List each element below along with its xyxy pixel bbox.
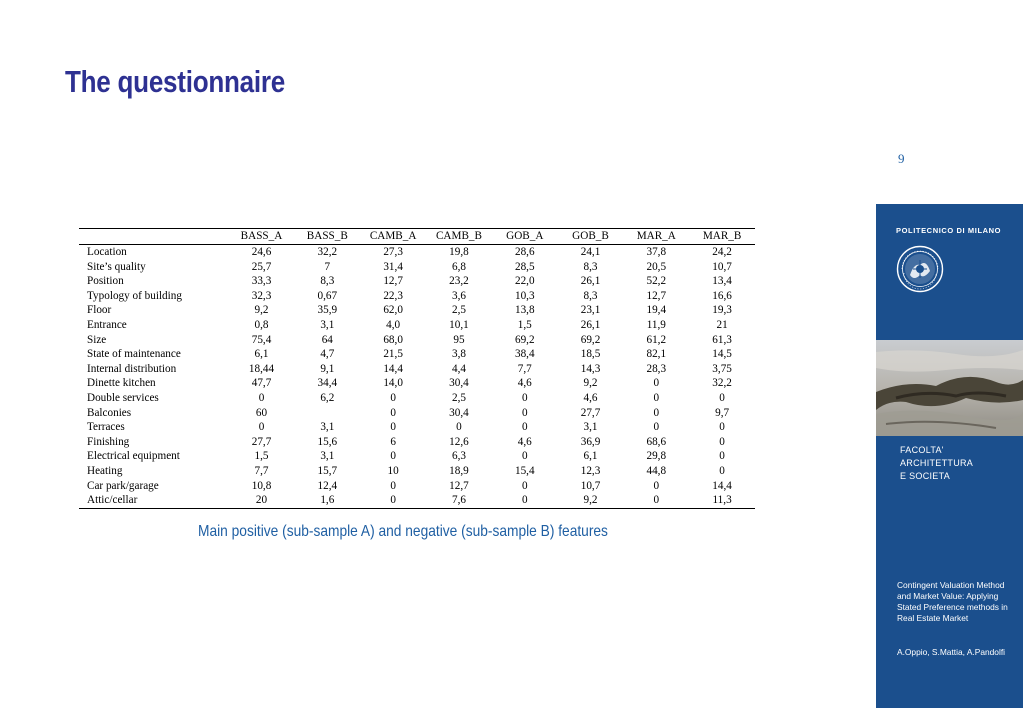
table-cell: 24,2	[712, 246, 732, 258]
table-cell: 22,3	[383, 289, 403, 302]
table-cell: 3,1	[583, 421, 598, 434]
table-cell: 13,4	[712, 275, 732, 288]
table-row	[79, 449, 755, 464]
table-header-row	[79, 229, 755, 245]
table-cell: 0	[719, 391, 725, 404]
table-row	[79, 318, 755, 333]
table-cell	[294, 406, 360, 421]
page-number: 9	[898, 151, 905, 166]
table-cell: 9,2	[583, 377, 598, 390]
table-cell: 4,6	[517, 435, 532, 448]
table-cell: 4,4	[451, 362, 466, 375]
column-header: BASS_A	[240, 230, 283, 243]
table-cell: 30,4	[449, 377, 469, 390]
row-label: Double services	[87, 391, 159, 404]
table-cell: 0	[719, 450, 725, 463]
table-cell: 0	[521, 391, 528, 404]
table-cell: 0	[258, 391, 265, 404]
table-cell: 0	[390, 494, 396, 507]
table-row	[79, 479, 755, 494]
university-name: POLITECNICO DI MILANO	[896, 226, 1002, 235]
table-cell: 95	[453, 333, 465, 346]
column-header: MAR_A	[636, 230, 676, 243]
table-cell: 28,3	[646, 362, 667, 375]
table-cell: 27,3	[383, 246, 403, 258]
table-cell: 82,1	[646, 348, 667, 361]
row-label: Location	[87, 246, 127, 258]
table-row	[79, 391, 755, 406]
university-seal-icon	[896, 245, 944, 293]
row-label: Electrical equipment	[87, 450, 180, 463]
table-cell: 26,1	[580, 318, 601, 331]
table-cell: 33,3	[251, 275, 272, 288]
table-cell: 21,5	[383, 348, 403, 361]
table-cell: 8,3	[583, 260, 598, 273]
table-cell: 31,4	[383, 260, 403, 273]
table-cell: 6	[390, 435, 396, 448]
table-cell: 23,1	[580, 304, 601, 317]
features-table	[79, 228, 755, 509]
table-cell: 13,8	[514, 304, 535, 317]
table-cell: 16,6	[712, 289, 732, 302]
table-row	[79, 347, 755, 362]
row-label: Position	[87, 275, 124, 288]
table-cell: 12,7	[646, 289, 667, 302]
header-empty-cell	[79, 229, 229, 245]
table-cell: 0	[653, 377, 660, 390]
row-label: State of maintenance	[87, 348, 181, 361]
table-cell: 4,7	[320, 348, 335, 361]
table-cell: 0	[521, 450, 528, 463]
row-label: Floor	[87, 304, 112, 317]
table-cell: 0	[390, 479, 396, 492]
table-cell: 15,7	[317, 464, 338, 477]
table-cell: 25,7	[251, 260, 272, 273]
table-cell: 35,9	[317, 304, 338, 317]
table-cell: 23,2	[449, 275, 469, 288]
table-cell: 1,5	[517, 318, 532, 331]
table-cell: 15,6	[317, 435, 338, 448]
table-cell: 19,8	[449, 246, 469, 258]
table-cell: 0	[390, 406, 396, 419]
table-caption: Main positive (sub-sample A) and negative (sub-sample B) features	[198, 523, 608, 540]
table-cell: 6,1	[254, 348, 269, 361]
table-cell: 19,3	[712, 304, 732, 317]
row-label: Balconies	[87, 406, 132, 419]
table-cell: 10	[387, 464, 399, 477]
table-cell: 8,3	[583, 289, 598, 302]
table-cell: 4,0	[386, 318, 401, 331]
table-cell: 9,7	[715, 406, 730, 419]
table-cell: 60	[255, 406, 268, 419]
table-cell: 68,0	[383, 333, 403, 346]
table-cell: 3,1	[320, 421, 335, 434]
table-cell: 8,3	[320, 275, 335, 288]
table-cell: 11,9	[646, 318, 666, 331]
table-cell: 52,2	[646, 275, 667, 288]
table-row	[79, 362, 755, 377]
table-cell: 10,7	[580, 479, 601, 492]
table-cell: 36,9	[580, 435, 601, 448]
table-cell: 24,6	[251, 246, 272, 258]
table-cell: 27,7	[580, 406, 601, 419]
table-cell: 10,1	[449, 318, 469, 331]
row-label: Site’s quality	[87, 260, 146, 273]
table-cell: 0	[521, 479, 528, 492]
table-cell: 14,4	[712, 479, 732, 492]
row-label: Car park/garage	[87, 479, 159, 492]
row-label: Heating	[87, 464, 123, 477]
table-cell: 14,4	[383, 362, 403, 375]
table-cell: 9,2	[583, 494, 598, 507]
table-cell: 29,8	[646, 450, 667, 463]
faculty-name	[900, 444, 973, 483]
faculty-line: FACOLTA'	[900, 445, 944, 455]
table-cell: 3,1	[320, 318, 335, 331]
table-cell: 26,1	[580, 275, 601, 288]
row-label: Internal distribution	[87, 362, 177, 375]
table-cell: 6,2	[320, 391, 335, 404]
aerial-photo	[876, 340, 1023, 436]
table-cell: 15,4	[514, 464, 535, 477]
row-label: Size	[87, 333, 107, 346]
table-row	[79, 420, 755, 435]
authors: A.Oppio, S.Mattia, A.Pandolfi	[897, 647, 1006, 657]
table-cell: 0	[390, 450, 396, 463]
course-title: Contingent Valuation Method and Market Value: Applying Stated Preference methods in Real Estate Market	[897, 580, 1008, 623]
column-header: CAMB_A	[369, 230, 417, 243]
table-cell: 0	[390, 421, 396, 434]
table-cell: 69,2	[580, 333, 601, 346]
table-cell: 0	[258, 421, 265, 434]
table-cell: 18,44	[248, 362, 275, 375]
table-cell: 4,6	[583, 391, 598, 404]
table-row	[79, 464, 755, 479]
table-cell: 1,5	[254, 450, 269, 463]
table-cell: 20,5	[646, 260, 667, 273]
table-cell: 0	[390, 391, 396, 404]
table-cell: 19,4	[646, 304, 667, 317]
row-label: Terraces	[87, 421, 125, 434]
table-cell: 7	[324, 260, 331, 273]
table-cell: 69,2	[514, 333, 535, 346]
table-cell: 6,8	[451, 260, 466, 273]
table-row	[79, 260, 755, 275]
table-cell: 1,6	[320, 494, 335, 507]
table-cell: 7,6	[451, 494, 466, 507]
column-header: MAR_B	[702, 230, 742, 243]
table-cell: 14,5	[712, 348, 732, 361]
table-cell: 0	[653, 406, 660, 419]
table-cell: 28,6	[514, 246, 535, 258]
table-cell: 32,2	[317, 246, 338, 258]
table-cell: 12,3	[580, 464, 601, 477]
column-header: BASS_B	[306, 230, 348, 243]
table-cell: 28,5	[514, 260, 535, 273]
column-header: CAMB_B	[435, 230, 482, 243]
column-header: GOB_B	[572, 230, 609, 243]
slide-title: The questionnaire	[65, 64, 285, 99]
table-cell: 0	[719, 435, 725, 448]
table-cell: 0,67	[317, 289, 338, 302]
row-label: Typology of building	[87, 289, 182, 302]
table-cell: 20	[255, 494, 268, 507]
table-cell: 14,3	[580, 362, 601, 375]
table-cell: 12,4	[317, 479, 338, 492]
table-cell: 3,75	[712, 362, 732, 375]
faculty-line: E SOCIETA	[900, 471, 951, 481]
table-cell: 24,1	[580, 246, 601, 258]
table-cell: 0	[719, 464, 725, 477]
table-cell: 0	[653, 421, 660, 434]
table-cell: 10,8	[251, 479, 272, 492]
table-cell: 68,6	[646, 435, 667, 448]
table-cell: 0	[653, 391, 660, 404]
table-cell: 3,6	[451, 289, 466, 302]
table-cell: 0	[653, 479, 660, 492]
table-cell: 3,1	[320, 450, 335, 463]
table-cell: 64	[321, 333, 333, 346]
table-cell: 38,4	[514, 348, 535, 361]
table-cell: 3,8	[451, 348, 466, 361]
row-label: Finishing	[87, 435, 130, 448]
table-cell: 11,3	[712, 494, 732, 507]
table-cell: 7,7	[254, 464, 269, 477]
table-cell: 34,4	[317, 377, 338, 390]
table-cell: 14,0	[383, 377, 403, 390]
table-cell: 10,3	[514, 289, 535, 302]
table-cell: 2,5	[451, 304, 466, 317]
table-cell: 9,2	[254, 304, 269, 317]
table-cell: 4,6	[517, 377, 532, 390]
table-cell: 12,7	[449, 479, 469, 492]
table-cell: 61,3	[712, 333, 732, 346]
table-row	[79, 406, 755, 421]
table-row	[79, 435, 755, 450]
table-cell: 7,7	[517, 362, 532, 375]
table-body	[79, 245, 755, 509]
row-label: Entrance	[87, 318, 127, 331]
table-cell: 9,1	[320, 362, 335, 375]
table-cell: 0,8	[254, 318, 269, 331]
table-cell: 62,0	[383, 304, 403, 317]
table-cell: 0	[521, 421, 528, 434]
table-cell: 18,9	[449, 464, 469, 477]
table-cell: 2,5	[451, 391, 466, 404]
row-label: Dinette kitchen	[87, 377, 156, 390]
table-cell: 30,4	[449, 406, 469, 419]
table-cell: 10,7	[712, 260, 732, 273]
table-cell: 37,8	[646, 246, 667, 258]
table-row	[79, 245, 755, 260]
table-cell: 12,6	[449, 435, 469, 448]
table-row	[79, 376, 755, 391]
table-cell: 6,1	[583, 450, 598, 463]
table-cell: 32,2	[712, 377, 732, 390]
faculty-line: ARCHITETTURA	[900, 458, 974, 468]
table-cell: 0	[719, 421, 725, 434]
table-cell: 12,7	[383, 275, 403, 288]
table-cell: 21	[716, 318, 728, 331]
table-row	[79, 493, 755, 508]
table-row	[79, 333, 755, 348]
table-cell: 22,0	[514, 275, 535, 288]
table-cell: 18,5	[580, 348, 601, 361]
table-cell: 75,4	[251, 333, 272, 346]
sidebar-panel	[876, 204, 1023, 708]
table-cell: 6,3	[451, 450, 466, 463]
table-cell: 27,7	[251, 435, 272, 448]
table-cell: 0	[456, 421, 462, 434]
table-row	[79, 274, 755, 289]
table-cell: 61,2	[646, 333, 667, 346]
table-cell: 44,8	[646, 464, 667, 477]
table-cell: 47,7	[251, 377, 272, 390]
table-cell: 32,3	[251, 289, 272, 302]
table-row	[79, 289, 755, 304]
table-row	[79, 303, 755, 318]
column-header: GOB_A	[506, 230, 544, 243]
table-cell: 0	[653, 494, 660, 507]
row-label: Attic/cellar	[87, 494, 138, 507]
table-cell: 0	[521, 494, 528, 507]
table-cell: 0	[521, 406, 528, 419]
